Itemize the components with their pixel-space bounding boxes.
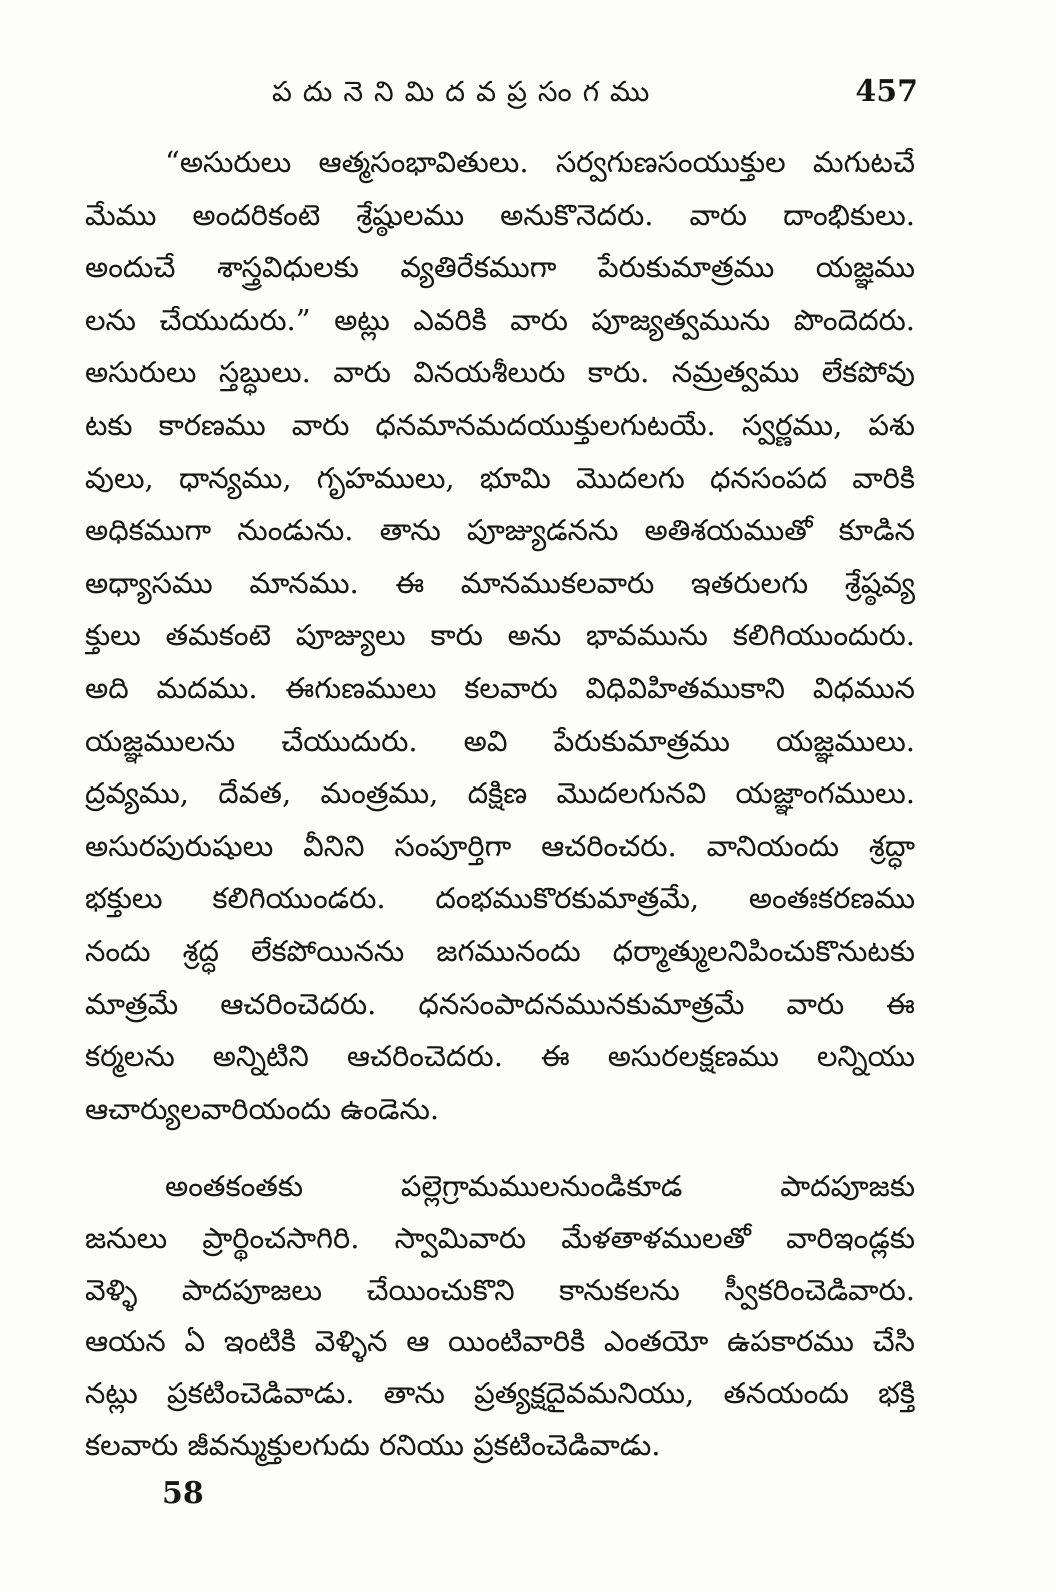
text-line: అంతకంతకు పల్లెగ్రామములనుండికూడ పాదపూజకు xyxy=(165,1169,915,1203)
text-line: అసురపురుషులు వీనిని సంపూర్తిగా ఆచరించరు. వానియందు శ్రద్ధా xyxy=(85,828,915,863)
text-line: మాత్రమే ఆచరించెదరు. ధనసంపాదనమునకుమాత్రమే వారు ఈ xyxy=(85,986,915,1021)
text-line: అసురులు స్తబ్ధులు. వారు వినయశీలురు కారు. నమ్రత్వము లేకపోవు xyxy=(85,355,915,390)
text-line: క్తులు తమకంటె పూజ్యులు కారు అను భావమును కలిగియుందురు. xyxy=(85,618,915,653)
signature-number: 58 xyxy=(162,1476,204,1511)
text-line: ద్రవ్యము, దేవత, మంత్రము, దక్షిణ మొదలగునవి యజ్ఞాంగములు. xyxy=(85,776,915,811)
text-line: భక్తులు కలిగియుండరు. దంభముకొరకుమాత్రమే, అంతఃకరణము xyxy=(85,881,915,916)
text-line: ఆచార్యులవారియందు ఉండెను. xyxy=(85,1091,440,1126)
text-line: నట్లు ప్రకటించెడివాడు. తాను ప్రత్యక్షదైవమనియు, తనయందు భక్తి xyxy=(85,1376,915,1411)
text-line: లను చేయుదురు.” అట్లు ఎవరికి వారు పూజ్యత్వమును పొందెదరు. xyxy=(85,302,915,337)
text-line: అది మదము. ఈగుణములు కలవారు విధివిహితముకాని విధమున xyxy=(85,670,915,705)
paragraph xyxy=(85,136,915,1135)
text-line: యజ్ఞములను చేయుదురు. అవి పేరుకుమాత్రము యజ్ఞములు. xyxy=(85,723,915,758)
text-line: “అసురులు ఆత్మసంభావితులు. సర్వగుణసంయుక్తుల మగుటచే xyxy=(165,145,915,179)
text-line: అందుచే శాస్త్రవిధులకు వ్యతిరేకముగా పేరుకుమాత్రము యజ్ఞము xyxy=(85,250,915,285)
running-header-title: పదునెనిమిదవప్రసంగము xyxy=(272,75,661,108)
text-line: నందు శ్రద్ధ లేకపోయినను జగమునందు ధర్మాత్ములనిపించుకొనుటకు xyxy=(85,933,915,968)
text-line: ఆయన ఏ ఇంటికి వెళ్ళిన ఆ యింటివారికి ఎంతయో ఉపకారము చేసి xyxy=(85,1324,915,1359)
text-line: కలవారు జీవన్ముక్తులగుదు రనియు ప్రకటించెడివాడు. xyxy=(85,1427,661,1462)
page-number: 457 xyxy=(855,74,918,109)
text-line: వులు, ధాన్యము, గృహములు, భూమి మొదలగు ధనసంపద వారికి xyxy=(85,460,915,495)
text-line: టకు కారణము వారు ధనమానమదయుక్తులగుటయే. స్వర్ణము, పశు xyxy=(85,407,915,442)
text-line: జనులు ప్రార్థించసాగిరి. స్వామివారు మేళతాళములతో వారిఇండ్లకు xyxy=(85,1220,915,1255)
text-line: అధ్యాసము మానము. ఈ మానముకలవారు ఇతరులగు శ్రేష్ఠవ్య xyxy=(85,565,915,600)
text-line: వెళ్ళి పాదపూజలు చేయించుకొని కానుకలను స్వీకరించెడివారు. xyxy=(85,1272,915,1307)
text-line: కర్మలను అన్నిటిని ఆచరించెదరు. ఈ అసురలక్షణము లన్నియు xyxy=(85,1039,915,1074)
text-line: అధికముగా నుండును. తాను పూజ్యుడనను అతిశయముతో కూడిన xyxy=(85,513,915,548)
paragraph xyxy=(85,1161,915,1472)
text-line: మేము అందరికంటె శ్రేష్ఠులము అనుకొనెదరు. వారు దాంభికులు. xyxy=(85,197,915,232)
